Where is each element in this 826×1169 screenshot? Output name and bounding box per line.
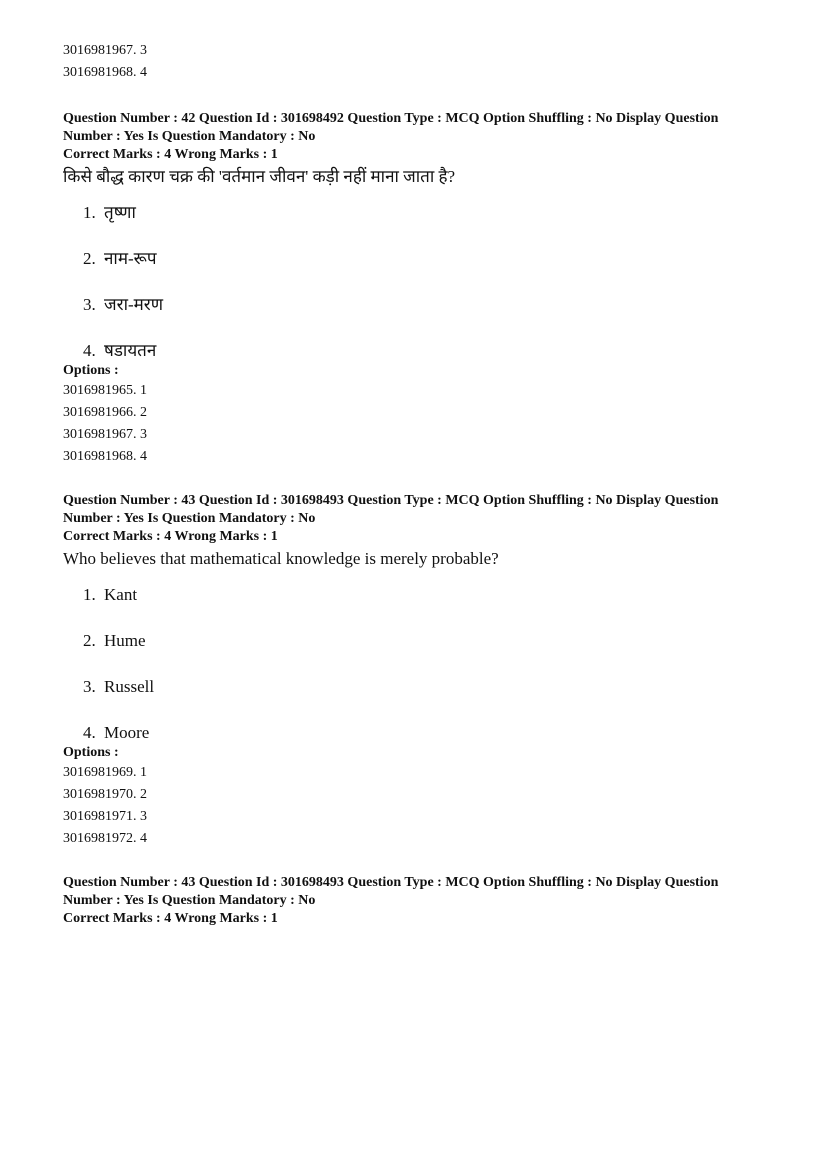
option-row: 3016981965. 1 xyxy=(63,383,147,398)
choice-item xyxy=(83,722,763,744)
question-meta xyxy=(63,874,763,928)
option-id: 3016981970 xyxy=(63,787,133,802)
choice-list xyxy=(83,584,763,744)
question-block-42 xyxy=(63,110,763,468)
options-label: Options : xyxy=(63,745,119,760)
choice-text: Kant xyxy=(104,585,138,604)
option-id: 3016981968 xyxy=(63,65,133,80)
choice-item xyxy=(83,248,763,270)
option-id: 3016981968 xyxy=(63,449,133,464)
question-meta-line: Number : Yes Is Question Mandatory : No xyxy=(63,129,316,144)
options-label: Options : xyxy=(63,363,119,378)
option-row: 3016981967. 3 xyxy=(63,427,147,442)
choice-item xyxy=(83,584,763,606)
option-row: 3016981971. 3 xyxy=(63,809,147,824)
marks-line: Correct Marks : 4 Wrong Marks : 1 xyxy=(63,147,278,162)
option-id: 3016981972 xyxy=(63,831,133,846)
choice-number: 4. xyxy=(83,341,96,360)
choice-item xyxy=(83,340,763,362)
choice-number: 4. xyxy=(83,723,96,742)
marks-line: Correct Marks : 4 Wrong Marks : 1 xyxy=(63,529,278,544)
option-id: 3016981966 xyxy=(63,405,133,420)
option-row: 3016981970. 2 xyxy=(63,787,147,802)
choice-number: 2. xyxy=(83,249,96,268)
option-id: 3016981969 xyxy=(63,765,133,780)
options-list xyxy=(63,762,763,850)
question-meta-line: Question Number : 43 Question Id : 301698493 Question Type : MCQ Option Shuffling : No Display Question xyxy=(63,493,719,508)
choice-text: Russell xyxy=(104,677,155,696)
marks-line: Correct Marks : 4 Wrong Marks : 1 xyxy=(63,911,278,926)
document-page xyxy=(63,40,763,928)
option-row: 3016981966. 2 xyxy=(63,405,147,420)
question-meta-line: Question Number : 43 Question Id : 301698493 Question Type : MCQ Option Shuffling : No Display Question xyxy=(63,875,719,890)
choice-text: जरा-मरण xyxy=(104,295,164,314)
option-value: 3 xyxy=(140,43,147,58)
question-meta-line: Number : Yes Is Question Mandatory : No xyxy=(63,511,316,526)
option-value: 2 xyxy=(140,787,147,802)
option-row: 3016981969. 1 xyxy=(63,765,147,780)
choice-number: 1. xyxy=(83,585,96,604)
option-value: 2 xyxy=(140,405,147,420)
option-id: 3016981967 xyxy=(63,427,133,442)
option-value: 3 xyxy=(140,427,147,442)
choice-text: षडायतन xyxy=(104,341,157,360)
choice-number: 3. xyxy=(83,677,96,696)
option-row: 3016981968. 4 xyxy=(63,449,147,464)
question-text: किसे बौद्ध कारण चक्र की 'वर्तमान जीवन' कड़ी नहीं माना जाता है? xyxy=(63,167,456,186)
choice-item xyxy=(83,294,763,316)
question-meta-line: Question Number : 42 Question Id : 301698492 Question Type : MCQ Option Shuffling : No Display Question xyxy=(63,111,719,126)
question-meta-line: Number : Yes Is Question Mandatory : No xyxy=(63,893,316,908)
option-value: 4 xyxy=(140,65,147,80)
option-id: 3016981967 xyxy=(63,43,133,58)
option-value: 3 xyxy=(140,809,147,824)
question-meta xyxy=(63,492,763,546)
question-block-43-repeat xyxy=(63,874,763,928)
choice-list xyxy=(83,202,763,362)
option-value: 4 xyxy=(140,449,147,464)
previous-options-list xyxy=(63,40,763,84)
choice-item xyxy=(83,202,763,224)
option-value: 1 xyxy=(140,765,147,780)
choice-text: नाम-रूप xyxy=(104,249,157,268)
options-list xyxy=(63,380,763,468)
question-text: Who believes that mathematical knowledge is merely probable? xyxy=(63,549,499,568)
choice-text: Hume xyxy=(104,631,146,650)
option-row: 3016981968. 4 xyxy=(63,65,147,80)
option-value: 1 xyxy=(140,383,147,398)
option-value: 4 xyxy=(140,831,147,846)
option-id: 3016981971 xyxy=(63,809,133,824)
option-row: 3016981967. 3 xyxy=(63,43,147,58)
option-id: 3016981965 xyxy=(63,383,133,398)
choice-number: 2. xyxy=(83,631,96,650)
choice-number: 3. xyxy=(83,295,96,314)
choice-number: 1. xyxy=(83,203,96,222)
question-meta xyxy=(63,110,763,164)
choice-text: Moore xyxy=(104,723,150,742)
choice-item xyxy=(83,630,763,652)
choice-item xyxy=(83,676,763,698)
option-row: 3016981972. 4 xyxy=(63,831,147,846)
choice-text: तृष्णा xyxy=(104,203,136,222)
question-block-43 xyxy=(63,492,763,850)
